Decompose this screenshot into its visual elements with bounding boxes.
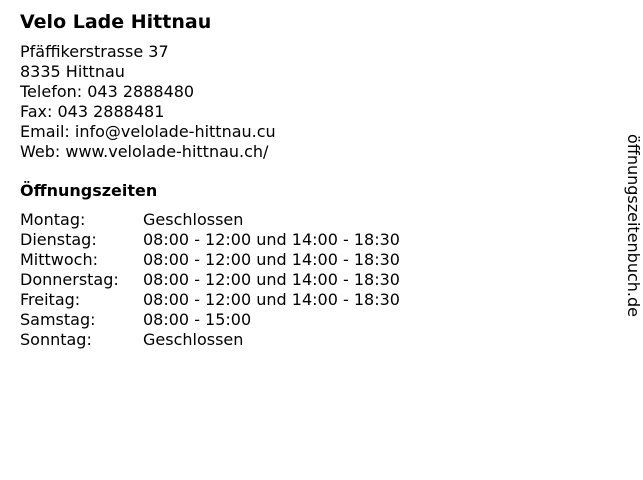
- source-watermark: öffnungszeitenbuch.de: [624, 134, 643, 317]
- hours-row-thursday: [20, 270, 580, 290]
- shop-card: [20, 10, 580, 350]
- hours-row-monday: [20, 210, 580, 230]
- hours-time: 08:00 - 12:00 und 14:00 - 18:30: [143, 290, 400, 309]
- opening-hours-table: [20, 210, 580, 350]
- hours-day: Montag:: [20, 210, 86, 229]
- hours-row-saturday: [20, 310, 580, 330]
- hours-time: 08:00 - 12:00 und 14:00 - 18:30: [143, 250, 400, 269]
- hours-day: Mittwoch:: [20, 250, 98, 269]
- shop-name: Velo Lade Hittnau: [20, 11, 212, 33]
- hours-row-wednesday: [20, 250, 580, 270]
- street-address: Pfäffikerstrasse 37: [20, 42, 169, 61]
- hours-time: Geschlossen: [143, 210, 244, 229]
- hours-row-friday: [20, 290, 580, 310]
- hours-time: 08:00 - 15:00: [143, 310, 252, 329]
- fax-number: Fax: 043 2888481: [20, 102, 165, 121]
- opening-hours-heading: Öffnungszeiten: [20, 181, 158, 200]
- phone-number: Telefon: 043 2888480: [20, 82, 195, 101]
- hours-row-tuesday: [20, 230, 580, 250]
- contact-block: [20, 42, 580, 162]
- hours-row-sunday: [20, 330, 580, 350]
- hours-day: Samstag:: [20, 310, 96, 329]
- hours-day: Dienstag:: [20, 230, 97, 249]
- hours-time: Geschlossen: [143, 330, 244, 349]
- hours-time: 08:00 - 12:00 und 14:00 - 18:30: [143, 230, 400, 249]
- hours-day: Donnerstag:: [20, 270, 119, 289]
- email-address: Email: info@velolade-hittnau.cu: [20, 122, 276, 141]
- hours-time: 08:00 - 12:00 und 14:00 - 18:30: [143, 270, 400, 289]
- hours-day: Sonntag:: [20, 330, 92, 349]
- website-url: Web: www.velolade-hittnau.ch/: [20, 142, 269, 161]
- city-address: 8335 Hittnau: [20, 62, 125, 81]
- hours-day: Freitag:: [20, 290, 81, 309]
